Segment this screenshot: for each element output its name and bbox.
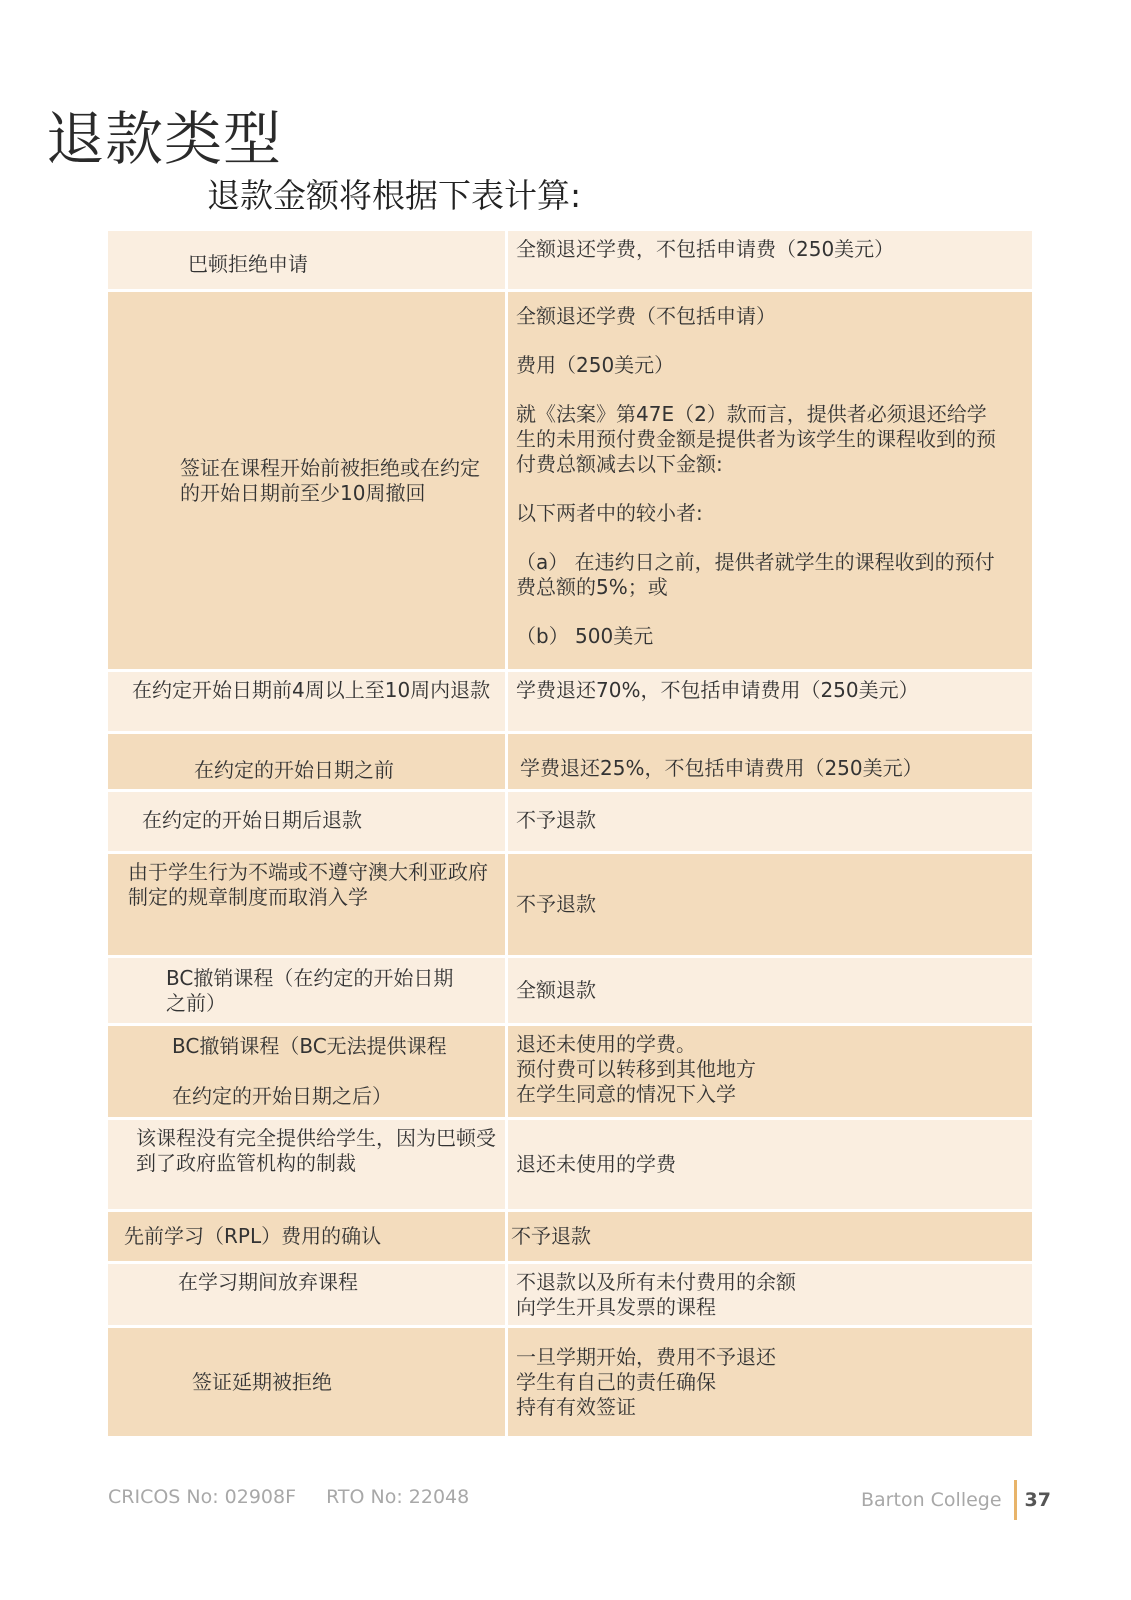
footer-brand (861, 1480, 1051, 1520)
refund-condition: 由于学生行为不端或不遵守澳大利亚政府 制定的规章制度而取消入学 (108, 854, 508, 955)
table-row (108, 1212, 1032, 1264)
refund-table (108, 231, 1032, 1436)
page-title: 退款类型 (46, 105, 283, 173)
table-row (108, 734, 1032, 792)
refund-condition: 在约定的开始日期之前 (108, 734, 508, 789)
cricos-number: CRICOS No: 02908F (108, 1486, 297, 1508)
refund-condition: 巴顿拒绝申请 (108, 231, 508, 289)
refund-outcome: 不予退款 (516, 892, 596, 916)
refund-outcome: 不予退款 (516, 808, 596, 832)
table-row (108, 1120, 1032, 1212)
refund-condition: 签证延期被拒绝 (108, 1328, 508, 1436)
refund-condition: 在约定的开始日期后退款 (108, 792, 508, 851)
table-row (108, 792, 1032, 854)
table-row (108, 292, 1032, 672)
rto-number: RTO No: 22048 (326, 1486, 470, 1508)
table-row (108, 958, 1032, 1026)
refund-outcome: 全额退还学费，不包括申请费（250美元） (516, 237, 895, 261)
refund-outcome: 全额退还学费（不包括申请） 费用（250美元） 就《法案》第47E（2）款而言，提供者必须退还给学 生的未用预付费金额是提供者为该学生的课程收到的预 付费总额减去以下金额: 以下两者中的较小者: （a） 在违约日之前，提供者就学生的课程收到的预付 费总额的5%；或 （b） 500美元 (516, 304, 996, 648)
refund-condition: 该课程没有完全提供给学生，因为巴顿受 到了政府监管机构的制裁 (108, 1120, 508, 1209)
refund-outcome: 不退款以及所有未付费用的余额 向学生开具发票的课程 (516, 1270, 796, 1319)
refund-condition: BC撤销课程（在约定的开始日期 之前） (108, 958, 508, 1023)
brand-name: Barton College (861, 1489, 1002, 1511)
refund-outcome: 学费退还25%，不包括申请费用（250美元） (520, 756, 923, 780)
table-row (108, 1328, 1032, 1436)
refund-condition: 在学习期间放弃课程 (108, 1264, 508, 1325)
table-row (108, 672, 1032, 734)
refund-outcome: 不予退款 (511, 1224, 591, 1248)
footer-divider (1014, 1480, 1017, 1520)
page-number: 37 (1024, 1489, 1051, 1511)
refund-condition: 签证在课程开始前被拒绝或在约定 的开始日期前至少10周撤回 (108, 292, 508, 669)
table-row (108, 1264, 1032, 1328)
refund-outcome: 退还未使用的学费 (516, 1152, 676, 1176)
footer-registration (108, 1486, 469, 1508)
refund-condition: BC撤销课程（BC无法提供课程 在约定的开始日期之后） (108, 1026, 508, 1117)
refund-condition: 在约定开始日期前4周以上至10周内退款 (108, 672, 508, 731)
refund-outcome: 一旦学期开始，费用不予退还 学生有自己的责任确保 持有有效签证 (516, 1344, 776, 1419)
table-row (108, 1026, 1032, 1120)
refund-outcome: 退还未使用的学费。 预付费可以转移到其他地方 在学生同意的情况下入学 (516, 1032, 756, 1106)
refund-outcome: 全额退款 (516, 978, 596, 1002)
table-row (108, 854, 1032, 958)
page-subtitle: 退款金额将根据下表计算: (207, 176, 582, 215)
refund-outcome: 学费退还70%，不包括申请费用（250美元） (516, 678, 919, 702)
table-row (108, 231, 1032, 292)
refund-condition: 先前学习（RPL）费用的确认 (108, 1212, 508, 1261)
